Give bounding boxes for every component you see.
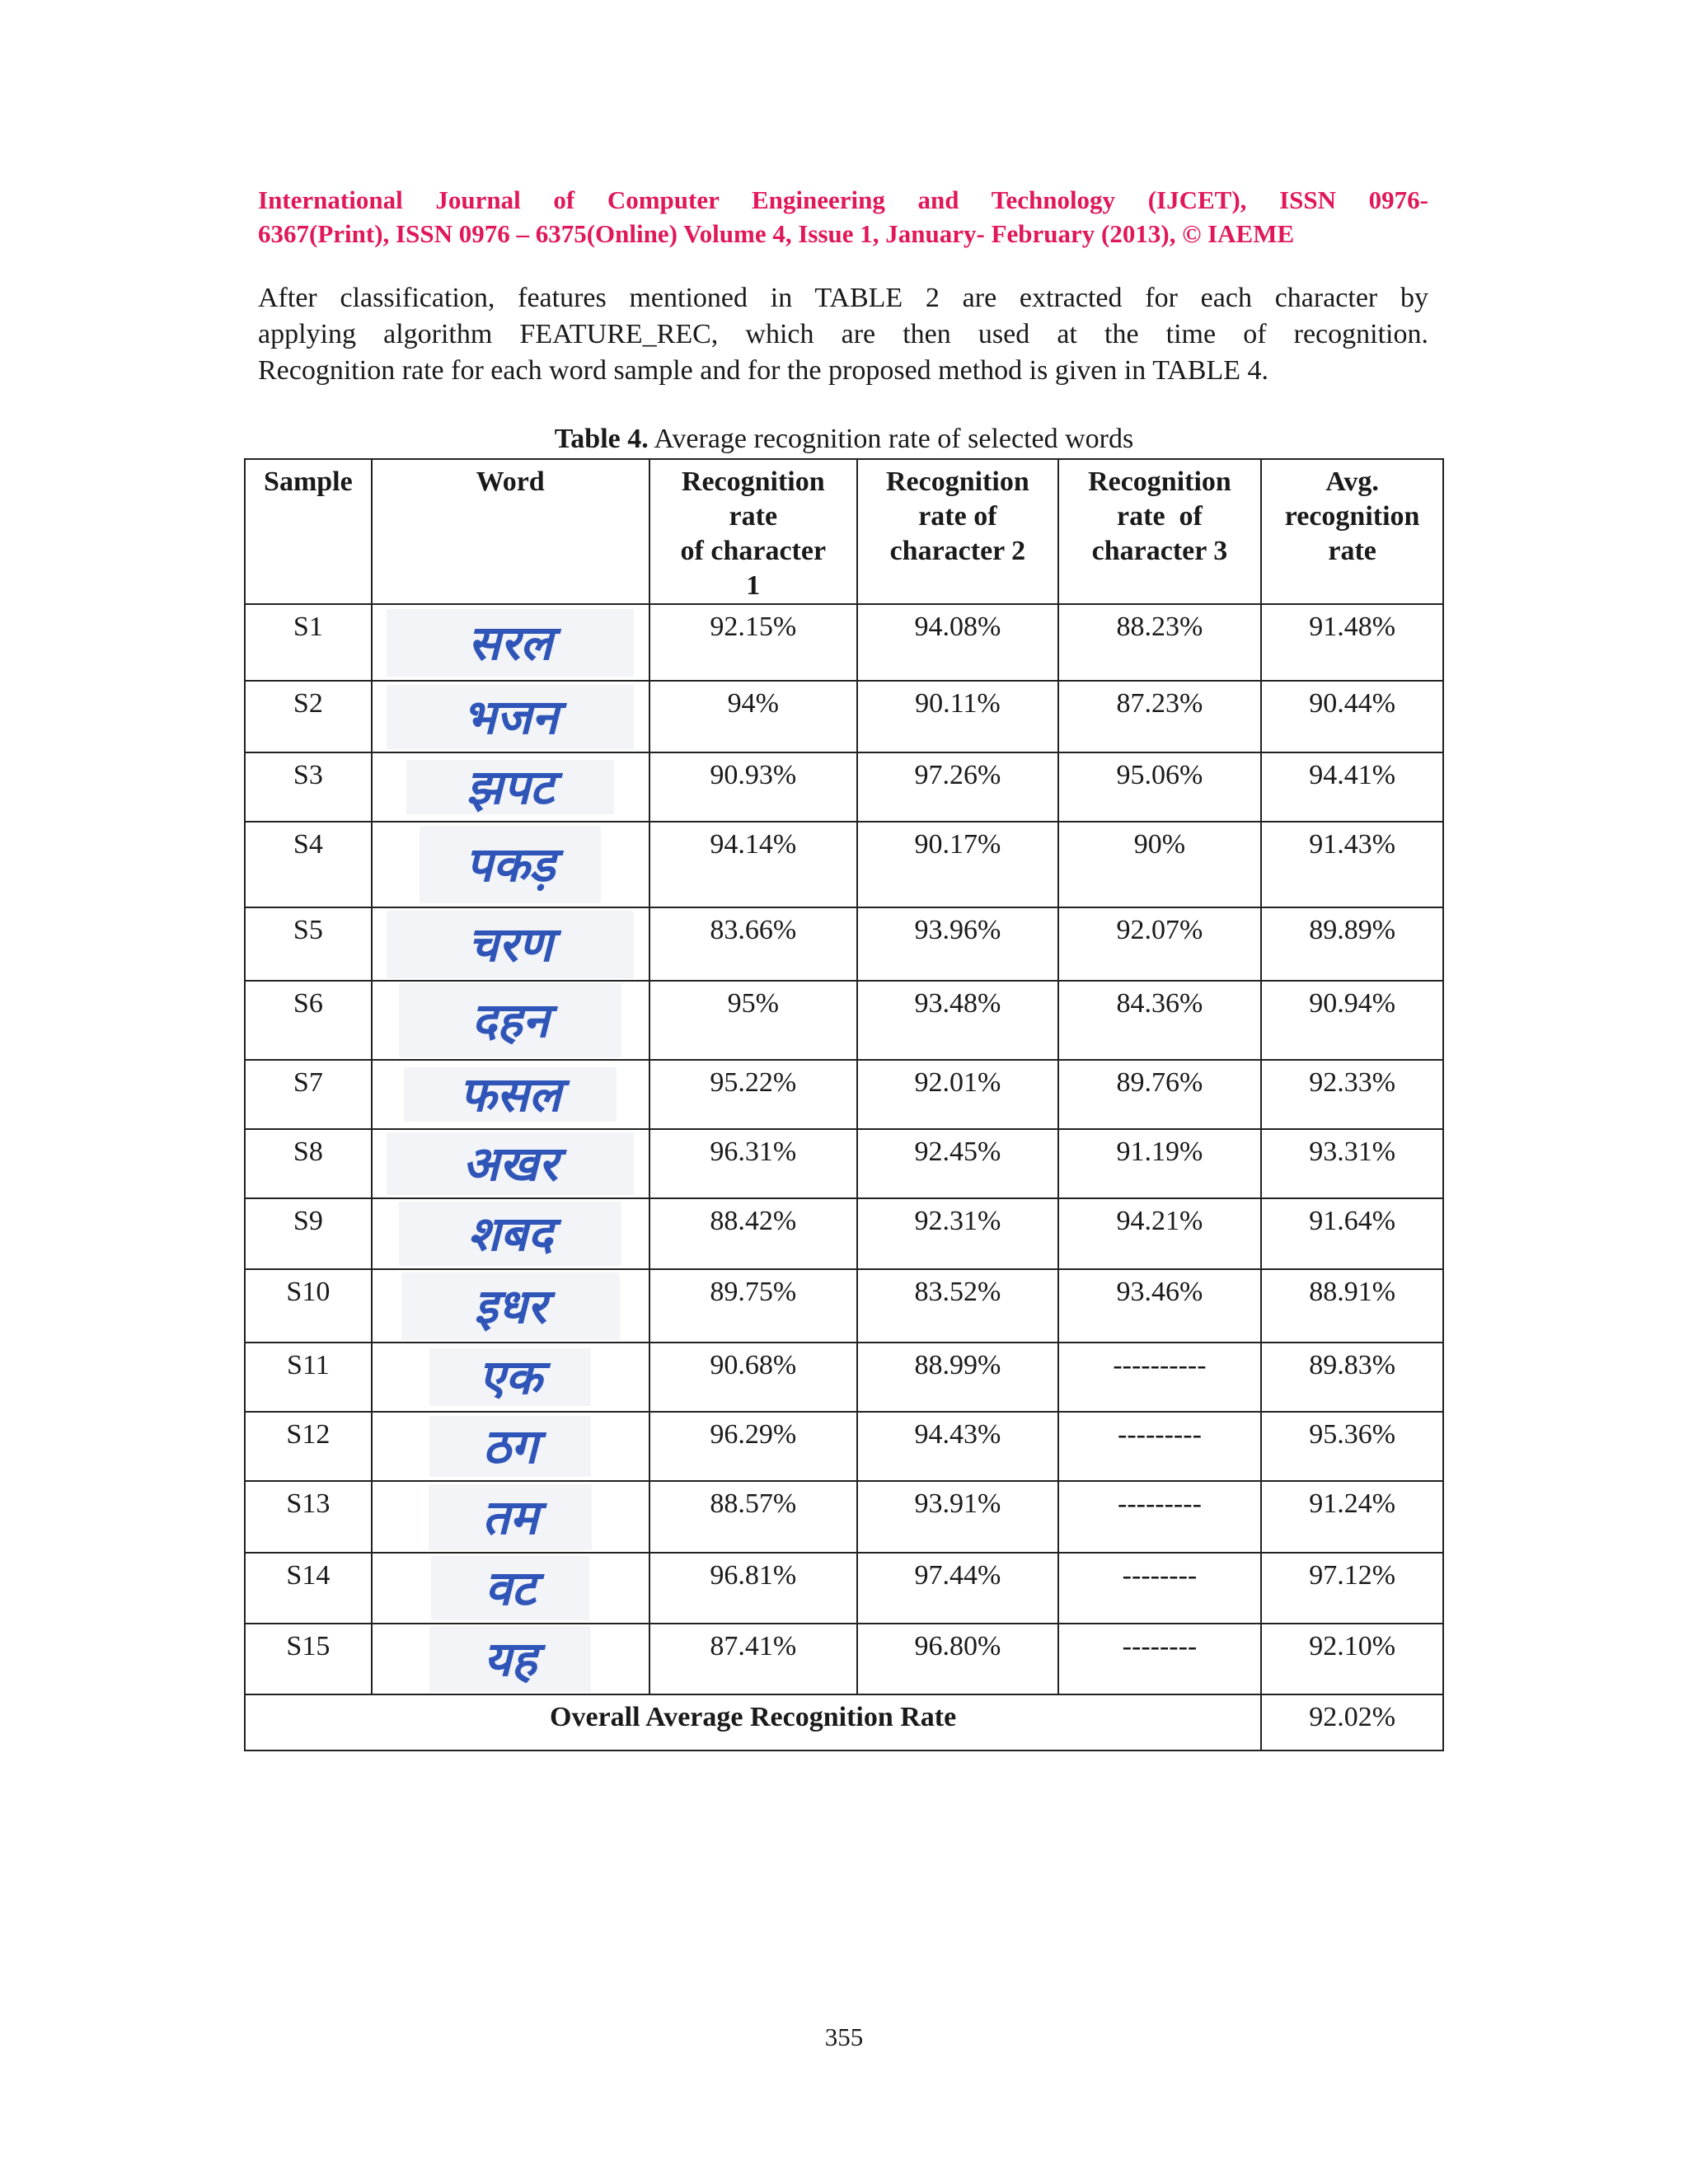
sample-cell: S9 — [245, 1198, 372, 1269]
table-row — [245, 1553, 1443, 1624]
handwritten-word-image: फसल — [404, 1067, 617, 1122]
sample-cell: S8 — [245, 1129, 372, 1198]
rate-char-2-cell: 94.43% — [857, 1412, 1058, 1481]
word-cell — [372, 1481, 649, 1553]
handwritten-word-image: यह — [429, 1626, 591, 1692]
table-row — [245, 1412, 1443, 1481]
handwritten-word-image: दहन — [399, 983, 621, 1057]
rate-char-2-cell: 93.48% — [857, 981, 1058, 1060]
overall-average-row — [245, 1694, 1443, 1750]
table-row — [245, 1129, 1443, 1198]
rate-char-3-cell: ---------- — [1058, 1343, 1262, 1412]
rate-char-1-cell: 87.41% — [649, 1624, 858, 1694]
sample-cell: S10 — [245, 1269, 372, 1343]
handwritten-word-image: पकड़ — [420, 826, 601, 903]
rate-char-1-cell: 92.15% — [649, 604, 858, 681]
word-cell — [372, 1198, 649, 1269]
sample-cell: S4 — [245, 822, 372, 907]
avg-rate-cell: 91.24% — [1261, 1481, 1443, 1553]
rate-char-2-cell: 88.99% — [857, 1343, 1058, 1412]
handwritten-word-image: भजन — [387, 685, 634, 749]
rate-char-2-cell: 92.45% — [857, 1129, 1058, 1198]
header-rate-char-2: Recognition rate of character 2 — [857, 459, 1058, 604]
rate-char-3-cell: 95.06% — [1058, 752, 1262, 822]
paragraph-line-1: After classification, features mentioned in TABLE 2 are extracted for each character by — [258, 283, 1428, 313]
header-rate-char-3: Recognition rate of character 3 — [1058, 459, 1262, 604]
handwritten-word-image: सरल — [387, 609, 634, 677]
word-cell — [372, 752, 649, 822]
sample-cell: S13 — [245, 1481, 372, 1553]
avg-rate-cell: 92.10% — [1261, 1624, 1443, 1694]
journal-header — [258, 183, 1428, 251]
overall-average-value: 92.02% — [1261, 1694, 1443, 1750]
page-number: 355 — [824, 2022, 864, 2051]
rate-char-3-cell: 89.76% — [1058, 1060, 1262, 1129]
rate-char-1-cell: 96.81% — [649, 1553, 858, 1624]
rate-char-2-cell: 97.26% — [857, 752, 1058, 822]
table-row — [245, 1343, 1443, 1412]
header-avg-rate: Avg. recognition rate — [1261, 459, 1443, 604]
word-cell — [372, 1129, 649, 1198]
rate-char-1-cell: 96.29% — [649, 1412, 858, 1481]
table-caption-label: Table 4. — [554, 424, 649, 454]
table-caption — [244, 422, 1444, 457]
sample-cell: S2 — [245, 681, 372, 752]
table-row — [245, 1269, 1443, 1343]
rate-char-2-cell: 92.31% — [857, 1198, 1058, 1269]
handwritten-word-image: शबद — [399, 1202, 621, 1266]
avg-rate-cell: 90.44% — [1261, 681, 1443, 752]
table-row — [245, 752, 1443, 822]
avg-rate-cell: 97.12% — [1261, 1553, 1443, 1624]
rate-char-3-cell: --------- — [1058, 1412, 1262, 1481]
sample-cell: S3 — [245, 752, 372, 822]
word-cell — [372, 822, 649, 907]
rate-char-1-cell: 94% — [649, 681, 858, 752]
rate-char-3-cell: 90% — [1058, 822, 1262, 907]
rate-char-1-cell: 89.75% — [649, 1269, 858, 1343]
rate-char-3-cell: -------- — [1058, 1624, 1262, 1694]
sample-cell: S7 — [245, 1060, 372, 1129]
rate-char-3-cell: 88.23% — [1058, 604, 1262, 681]
rate-char-1-cell: 90.93% — [649, 752, 858, 822]
journal-header-line-1: International Journal of Computer Engineering and Technology (IJCET), ISSN 0976- — [258, 185, 1428, 214]
rate-char-1-cell: 94.14% — [649, 822, 858, 907]
header-word: Word — [372, 459, 649, 604]
rate-char-3-cell: 92.07% — [1058, 907, 1262, 981]
rate-char-2-cell: 97.44% — [857, 1553, 1058, 1624]
table-row — [245, 907, 1443, 981]
word-cell — [372, 1343, 649, 1412]
handwritten-word-image: चरण — [387, 911, 634, 978]
word-cell — [372, 1624, 649, 1694]
rate-char-2-cell: 92.01% — [857, 1060, 1058, 1129]
sample-cell: S5 — [245, 907, 372, 981]
rate-char-2-cell: 93.96% — [857, 907, 1058, 981]
avg-rate-cell: 91.48% — [1261, 604, 1443, 681]
avg-rate-cell: 90.94% — [1261, 981, 1443, 1060]
rate-char-3-cell: 84.36% — [1058, 981, 1262, 1060]
table-row — [245, 1198, 1443, 1269]
sample-cell: S6 — [245, 981, 372, 1060]
handwritten-word-image: झपट — [406, 760, 614, 814]
avg-rate-cell: 94.41% — [1261, 752, 1443, 822]
avg-rate-cell: 92.33% — [1261, 1060, 1443, 1129]
body-paragraph — [258, 280, 1428, 389]
handwritten-word-image: तम — [429, 1484, 592, 1550]
journal-header-line-2: 6367(Print), ISSN 0976 – 6375(Online) Volume 4, Issue 1, January- February (2013), © IAEME — [258, 219, 1295, 248]
table-header-row — [245, 459, 1443, 604]
rate-char-2-cell: 90.11% — [857, 681, 1058, 752]
handwritten-word-image: इधर — [401, 1272, 620, 1340]
table-row — [245, 822, 1443, 907]
rate-char-1-cell: 88.57% — [649, 1481, 858, 1553]
word-cell — [372, 604, 649, 681]
table-row — [245, 604, 1443, 681]
table-row — [245, 681, 1443, 752]
word-cell — [372, 1553, 649, 1624]
avg-rate-cell: 89.83% — [1261, 1343, 1443, 1412]
table-row — [245, 1060, 1443, 1129]
avg-rate-cell: 89.89% — [1261, 907, 1443, 981]
sample-cell: S1 — [245, 604, 372, 681]
rate-char-1-cell: 95.22% — [649, 1060, 858, 1129]
avg-rate-cell: 93.31% — [1261, 1129, 1443, 1198]
sample-cell: S12 — [245, 1412, 372, 1481]
handwritten-word-image: ठग — [429, 1416, 591, 1477]
avg-rate-cell: 95.36% — [1261, 1412, 1443, 1481]
handwritten-word-image: वट — [431, 1556, 589, 1620]
handwritten-word-image: अखर — [387, 1132, 634, 1195]
paragraph-line-2: applying algorithm FEATURE_REC, which are then used at the time of recognition. — [258, 319, 1428, 349]
word-cell — [372, 907, 649, 981]
sample-cell: S14 — [245, 1553, 372, 1624]
sample-cell: S11 — [245, 1343, 372, 1412]
rate-char-1-cell: 83.66% — [649, 907, 858, 981]
word-cell — [372, 981, 649, 1060]
rate-char-2-cell: 90.17% — [857, 822, 1058, 907]
rate-char-2-cell: 94.08% — [857, 604, 1058, 681]
recognition-rate-table — [244, 458, 1444, 1751]
avg-rate-cell: 91.43% — [1261, 822, 1443, 907]
handwritten-word-image: एक — [429, 1348, 591, 1406]
avg-rate-cell: 91.64% — [1261, 1198, 1443, 1269]
word-cell — [372, 1412, 649, 1481]
rate-char-2-cell: 93.91% — [857, 1481, 1058, 1553]
rate-char-1-cell: 90.68% — [649, 1343, 858, 1412]
rate-char-2-cell: 83.52% — [857, 1269, 1058, 1343]
rate-char-3-cell: 91.19% — [1058, 1129, 1262, 1198]
header-rate-char-1: Recognition rate of character 1 — [649, 459, 858, 604]
paragraph-line-3: Recognition rate for each word sample and for the proposed method is given in TABLE 4. — [258, 355, 1269, 386]
rate-char-1-cell: 95% — [649, 981, 858, 1060]
word-cell — [372, 1060, 649, 1129]
rate-char-3-cell: -------- — [1058, 1553, 1262, 1624]
table-row — [245, 1624, 1443, 1694]
sample-cell: S15 — [245, 1624, 372, 1694]
rate-char-2-cell: 96.80% — [857, 1624, 1058, 1694]
table-row — [245, 1481, 1443, 1553]
word-cell — [372, 681, 649, 752]
avg-rate-cell: 88.91% — [1261, 1269, 1443, 1343]
word-cell — [372, 1269, 649, 1343]
rate-char-3-cell: 94.21% — [1058, 1198, 1262, 1269]
rate-char-3-cell: 87.23% — [1058, 681, 1262, 752]
header-sample: Sample — [245, 459, 372, 604]
rate-char-3-cell: 93.46% — [1058, 1269, 1262, 1343]
rate-char-1-cell: 88.42% — [649, 1198, 858, 1269]
table-row — [245, 981, 1443, 1060]
rate-char-3-cell: --------- — [1058, 1481, 1262, 1553]
overall-average-label: Overall Average Recognition Rate — [245, 1694, 1261, 1750]
table-caption-text: Average recognition rate of selected words — [648, 424, 1134, 454]
rate-char-1-cell: 96.31% — [649, 1129, 858, 1198]
